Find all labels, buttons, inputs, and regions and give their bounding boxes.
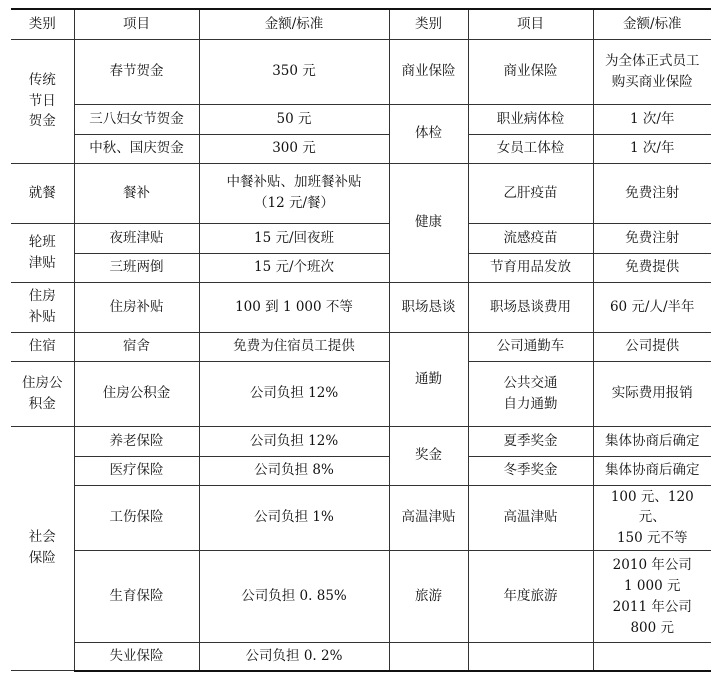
table-row	[11, 39, 711, 104]
amount-cell: 100 到 1 000 不等	[199, 282, 389, 332]
table-row	[11, 104, 711, 134]
item-cell: 三八妇女节贺金	[74, 104, 199, 134]
amount-cell: 公司负担 0. 85%	[199, 551, 389, 643]
amount-cell: 公司负担 12%	[199, 426, 389, 456]
amount-cell: 60 元/人/半年	[593, 282, 711, 332]
category-housing-fund: 住房公 积金	[11, 361, 74, 426]
item-cell: 节育用品发放	[468, 253, 593, 282]
category-holiday-bonus: 传统 节日 贺金	[11, 39, 74, 163]
table-header-row	[11, 9, 711, 39]
category-shift-allowance: 轮班 津贴	[11, 223, 74, 282]
amount-cell: 免费注射	[593, 163, 711, 223]
amount-cell: 100 元、120 元、 150 元不等	[593, 485, 711, 551]
table-row	[11, 134, 711, 163]
amount-cell: 免费为住宿员工提供	[199, 332, 389, 361]
item-cell: 餐补	[74, 163, 199, 223]
amount-cell: 1 次/年	[593, 134, 711, 163]
category-housing-subsidy: 住房 补贴	[11, 282, 74, 332]
item-cell: 住房补贴	[74, 282, 199, 332]
category-checkup: 体检	[389, 104, 468, 163]
header-amount: 金额/标准	[199, 9, 389, 39]
header-category: 类别	[11, 9, 74, 39]
amount-cell: 50 元	[199, 104, 389, 134]
table-row	[11, 332, 711, 361]
item-cell: 商业保险	[468, 39, 593, 104]
item-cell: 春节贺金	[74, 39, 199, 104]
item-cell: 夏季奖金	[468, 426, 593, 456]
category-health: 健康	[389, 163, 468, 282]
category-commute: 通勤	[389, 332, 468, 426]
amount-cell: 实际费用报销	[593, 361, 711, 426]
category-meal: 就餐	[11, 163, 74, 223]
item-cell: 女员工体检	[468, 134, 593, 163]
empty-cell	[468, 643, 593, 671]
category-workplace-talk: 职场恳谈	[389, 282, 468, 332]
category-travel: 旅游	[389, 551, 468, 643]
amount-cell: 2010 年公司 1 000 元 2011 年公司 800 元	[593, 551, 711, 643]
item-cell: 夜班津贴	[74, 223, 199, 253]
category-heat-allowance: 高温津贴	[389, 485, 468, 551]
empty-cell	[389, 643, 468, 671]
table-row	[11, 551, 711, 643]
amount-cell: 集体协商后确定	[593, 426, 711, 456]
item-cell: 工伤保险	[74, 485, 199, 551]
item-cell: 三班两倒	[74, 253, 199, 282]
amount-cell: 集体协商后确定	[593, 456, 711, 485]
amount-cell: 公司负担 12%	[199, 361, 389, 426]
item-cell: 养老保险	[74, 426, 199, 456]
benefits-table	[11, 8, 711, 672]
amount-cell: 15 元/回夜班	[199, 223, 389, 253]
item-cell: 住房公积金	[74, 361, 199, 426]
amount-cell: 15 元/个班次	[199, 253, 389, 282]
table-row	[11, 223, 711, 253]
item-cell: 医疗保险	[74, 456, 199, 485]
amount-cell: 中餐补贴、加班餐补贴 （12 元/餐）	[199, 163, 389, 223]
header-item: 项目	[74, 9, 199, 39]
table-row	[11, 485, 711, 551]
category-bonus: 奖金	[389, 426, 468, 485]
item-cell: 宿舍	[74, 332, 199, 361]
table-row	[11, 456, 711, 485]
amount-cell: 公司负担 8%	[199, 456, 389, 485]
table-row	[11, 163, 711, 223]
category-social-insurance: 社会 保险	[11, 426, 74, 671]
table-row	[11, 426, 711, 456]
amount-cell: 为全体正式员工 购买商业保险	[593, 39, 711, 104]
item-cell: 乙肝疫苗	[468, 163, 593, 223]
item-cell: 职场恳谈费用	[468, 282, 593, 332]
amount-cell: 1 次/年	[593, 104, 711, 134]
item-cell: 高温津贴	[468, 485, 593, 551]
amount-cell: 公司负担 0. 2%	[199, 643, 389, 671]
item-cell: 公共交通 自力通勤	[468, 361, 593, 426]
amount-cell: 300 元	[199, 134, 389, 163]
table-row	[11, 643, 711, 671]
item-cell: 流感疫苗	[468, 223, 593, 253]
item-cell: 冬季奖金	[468, 456, 593, 485]
category-dorm: 住宿	[11, 332, 74, 361]
amount-cell: 免费注射	[593, 223, 711, 253]
header-category-right: 类别	[389, 9, 468, 39]
header-amount-right: 金额/标准	[593, 9, 711, 39]
item-cell: 失业保险	[74, 643, 199, 671]
table-row	[11, 253, 711, 282]
item-cell: 年度旅游	[468, 551, 593, 643]
amount-cell: 350 元	[199, 39, 389, 104]
item-cell: 生育保险	[74, 551, 199, 643]
amount-cell: 公司负担 1%	[199, 485, 389, 551]
item-cell: 中秋、国庆贺金	[74, 134, 199, 163]
amount-cell: 免费提供	[593, 253, 711, 282]
category-commercial-insurance: 商业保险	[389, 39, 468, 104]
item-cell: 公司通勤车	[468, 332, 593, 361]
header-item-right: 项目	[468, 9, 593, 39]
table-row	[11, 361, 711, 426]
item-cell: 职业病体检	[468, 104, 593, 134]
empty-cell	[593, 643, 711, 671]
amount-cell: 公司提供	[593, 332, 711, 361]
table-row	[11, 282, 711, 332]
